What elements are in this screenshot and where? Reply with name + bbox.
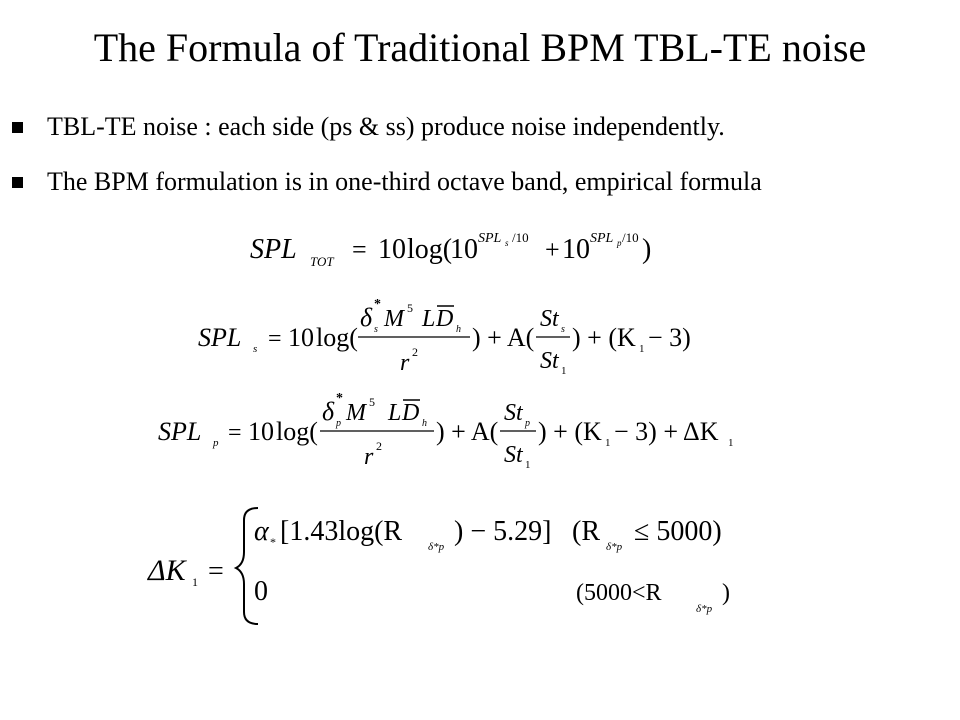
eq2-tail2: ) + (K [572,323,636,352]
eq4-lhs-sub: 1 [192,575,198,589]
eq2-num-star: * [374,297,381,312]
eq4-case1-R-sub: δ*p [428,541,445,553]
eq2-ten: 10 [288,323,314,352]
eq4-lhs: ΔK [148,554,186,587]
slide-title: The Formula of Traditional BPM TBL-TE noise [93,25,867,70]
eq3-num-delta-sub: p [336,418,341,429]
eq3-num-exp: 5 [369,395,375,409]
equation-spl-suction [190,292,730,388]
eq2-st-num-sub: s [561,324,565,335]
eq1-lhs: SPL [250,234,297,265]
eq1-term2-exp-tail: /10 [622,230,639,245]
eq3-st-num: St [504,400,523,426]
equation-spl-total [240,222,660,274]
eq3-tail2: ) + (K [538,417,602,446]
eq4-case1-cond-tail: ≤ 5000) [634,516,722,547]
eq1-plus: + [545,235,560,264]
eq4-equals: = [208,556,224,587]
eq3-num-L: L [388,400,402,426]
square-bullet-icon [12,122,23,133]
eq2-lhs: SPL [198,323,242,352]
eq2-den-exp: 2 [412,345,418,359]
eq1-term2-exp: SPL [590,231,614,246]
eq3-den-exp: 2 [376,439,382,453]
eq1-equals: = [352,235,367,264]
bullet-item-1 [12,110,762,144]
equation-spl-pressure [150,388,750,484]
eq1-term1-exp: SPL [478,231,502,246]
eq3-den: r [364,444,374,470]
eq1-term2-exp-sub: p [617,238,622,248]
eq2-num-exp: 5 [407,301,413,315]
eq2-num-delta-sub: s [374,324,378,335]
eq1-close: ) [642,234,652,265]
eq2-tail1: ) + A( [472,323,535,352]
eq4-case1-text2: ) − 5.29] [454,516,552,547]
eq4-alpha: α [254,516,269,547]
eq4-case1-cond-sub: δ*p [606,541,623,553]
eq3-num-D: D [402,400,420,426]
eq3-k-sub: 1 [605,437,611,449]
eq4-case2-cond-sub: δ*p [696,603,713,615]
eq2-st-num: St [540,306,559,332]
eq1-log: log( [407,234,453,265]
eq4-alpha-sub: * [270,535,276,549]
eq2-den: r [400,350,410,376]
eq3-num-delta: δ [322,397,335,426]
eq3-ten: 10 [248,417,274,446]
eq1-ten: 10 [378,234,406,265]
eq1-lhs-sub: TOT [310,254,334,269]
eq3-lhs-sub: p [213,437,219,449]
eq2-num-M: M [384,306,404,332]
eq2-tail3: − 3) [648,323,691,352]
eq3-st-den-sub: 1 [525,459,531,471]
bullet-text-2: The BPM formulation is in one-third octave band, empirical formula [47,167,762,196]
eq3-k2-sub: 1 [728,437,734,449]
eq4-case2-value: 0 [254,576,268,607]
eq2-k-sub: 1 [639,343,645,355]
eq4-case2-cond: (5000<R [576,580,662,606]
bullet-text-1: TBL-TE noise : each side (ps & ss) produce noise independently. [47,112,725,141]
eq2-equals: = [268,326,282,352]
eq2-log: log( [316,323,358,352]
eq3-num-D-sub: h [422,418,427,429]
eq4-case1-text: [1.43log(R [280,516,403,547]
eq3-num-M: M [346,400,366,426]
eq1-term1-base: 10 [450,234,478,265]
eq4-case1-cond: (R [572,516,600,547]
eq2-lhs-sub: s [253,343,258,355]
eq2-num-D-sub: h [456,324,461,335]
bullet-item-2 [12,165,762,199]
eq3-lhs: SPL [158,417,202,446]
eq3-tail1: ) + A( [436,417,499,446]
eq1-term1-exp-tail: /10 [512,230,529,245]
eq2-st-den: St [540,348,559,374]
square-bullet-icon [12,177,23,188]
eq2-num-delta: δ [360,303,373,332]
eq2-num-D: D [436,306,454,332]
eq2-st-den-sub: 1 [561,365,567,377]
eq4-case2-cond-tail: ) [722,580,730,606]
eq1-term2-base: 10 [562,234,590,265]
eq2-num-L: L [422,306,436,332]
eq3-st-den: St [504,442,523,468]
equation-delta-k1 [140,500,760,630]
bullet-list [12,110,762,220]
eq3-st-num-sub: p [525,418,530,429]
eq3-num-star: * [336,391,343,406]
eq1-term1-exp-sub: s [505,238,509,248]
eq3-tail3: − 3) + ΔK [614,417,719,446]
eq3-log: log( [276,417,318,446]
eq3-equals: = [228,420,242,446]
